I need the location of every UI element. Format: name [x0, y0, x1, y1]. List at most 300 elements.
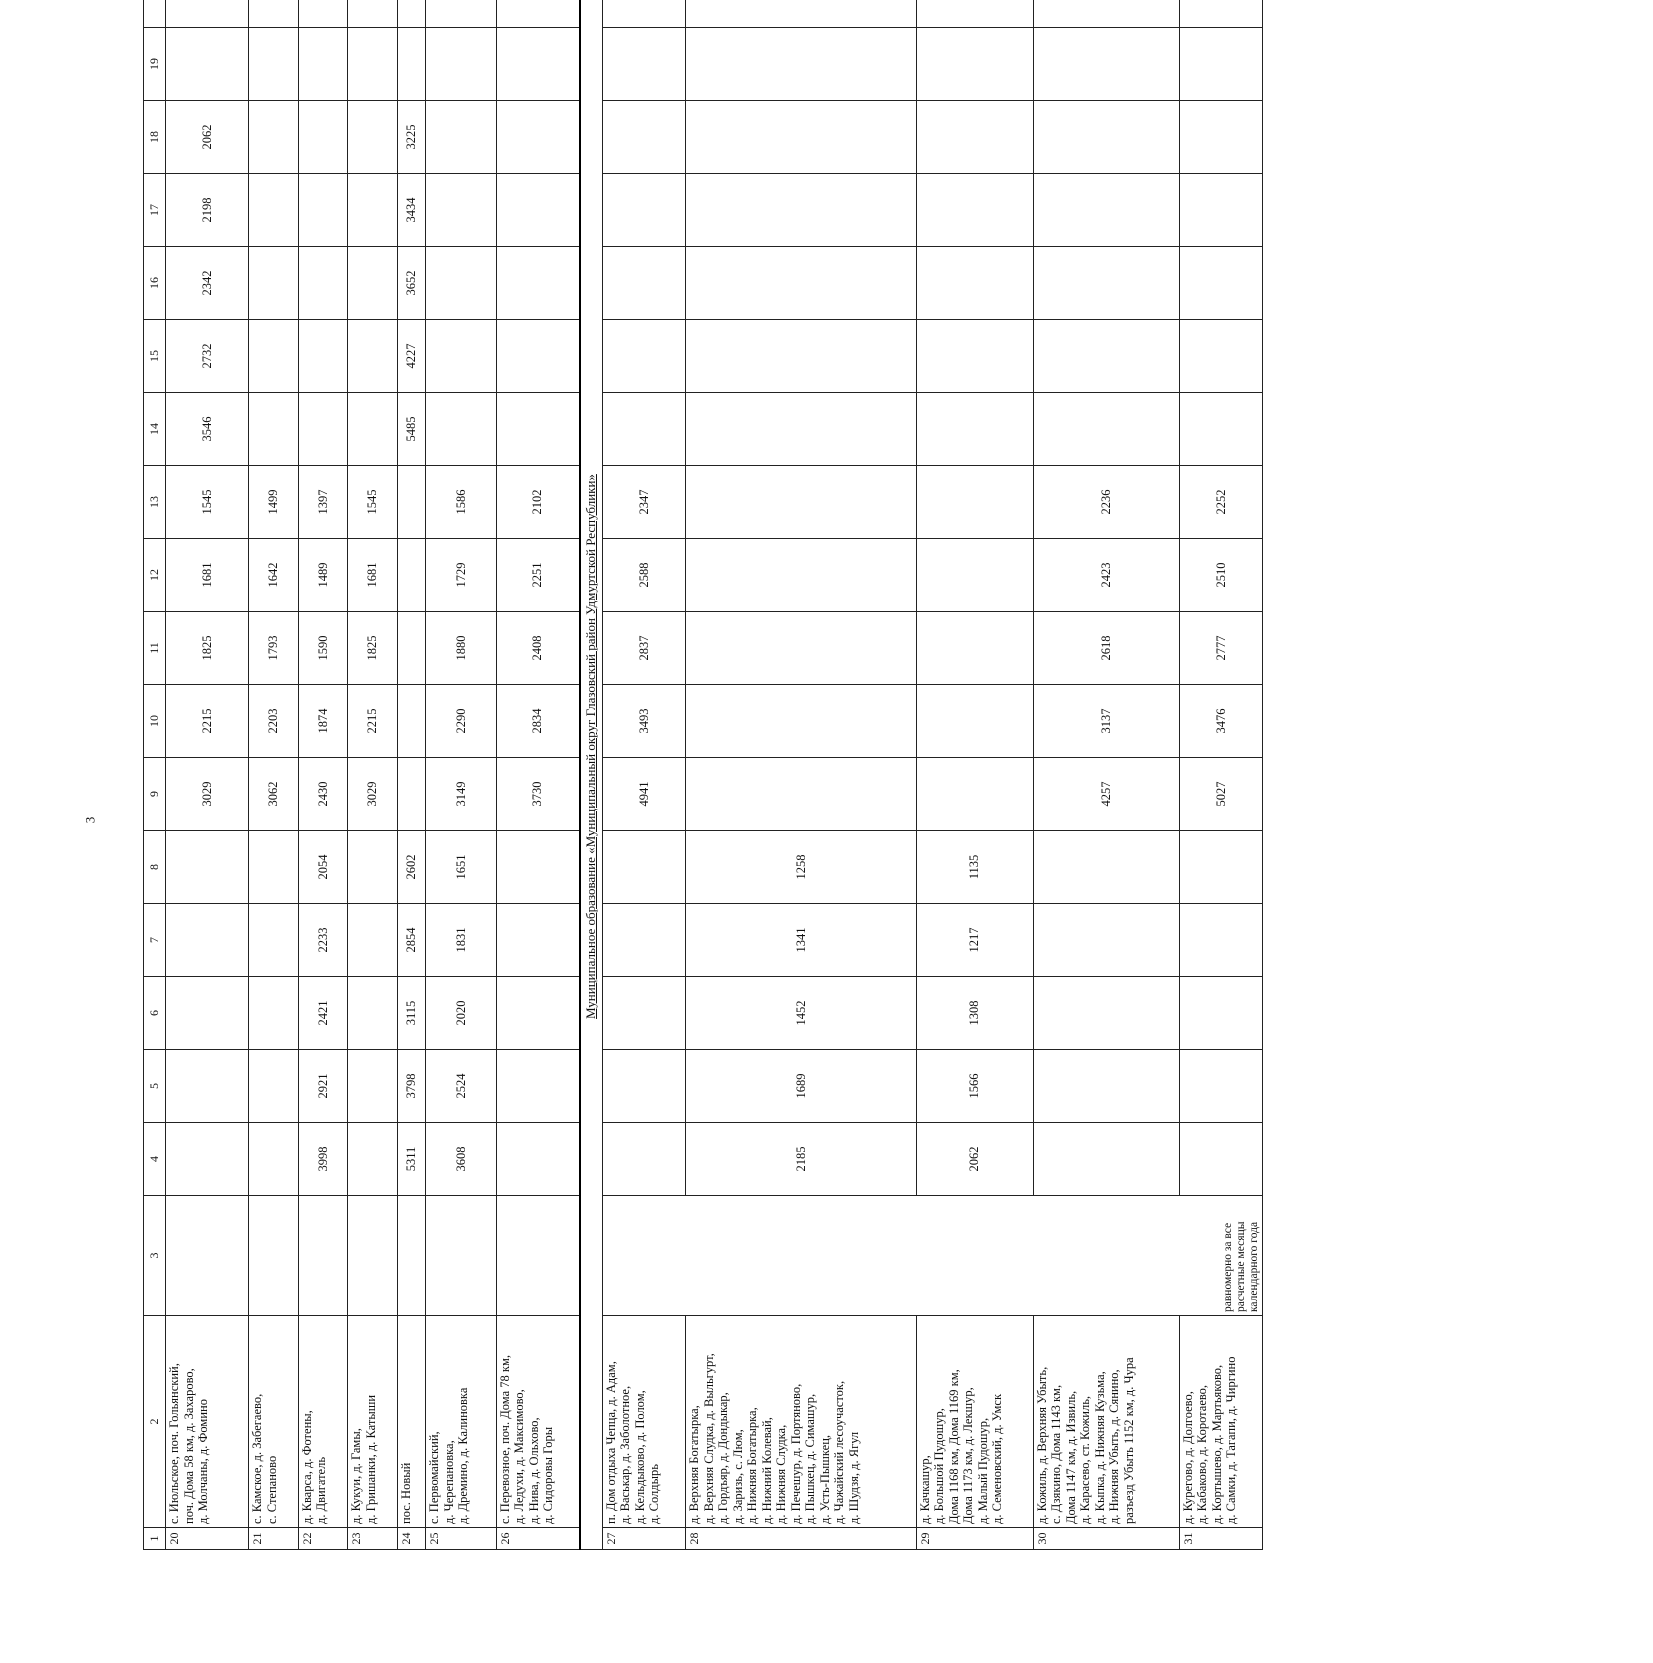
settlement-names-cell — [298, 1316, 347, 1528]
settlement-name: д. Шудзя, д. Ягул — [846, 1431, 861, 1524]
table-row — [1033, 0, 1179, 1550]
tariff-value: 2837 — [602, 612, 685, 685]
tariff-value — [496, 1123, 579, 1196]
tariff-value — [602, 28, 685, 101]
tariff-value — [348, 28, 397, 101]
settlement-name: д. Черепановка, — [441, 1440, 456, 1524]
settlement-name: д. Самки, д. Тагапи, д. Чиргино — [1224, 1356, 1239, 1524]
tariff-value: 5027 — [1179, 758, 1262, 831]
tariff-value: 1793 — [249, 612, 298, 685]
settlement-name: д. Гришанки, д. Катыши — [363, 1394, 378, 1524]
settlement-name: с. Первомайский, — [427, 1431, 442, 1524]
settlement-name: д. Нижняя Слудка, — [774, 1424, 789, 1524]
settlement-names-cell — [496, 1316, 579, 1528]
table-row — [496, 0, 579, 1550]
settlement-name: д. Карасево, ст. Кожиль, — [1078, 1395, 1093, 1524]
column-number-12: 12 — [144, 539, 166, 612]
settlement-name: д. Солдырь — [647, 1464, 662, 1524]
payment-period-cell — [496, 1196, 579, 1316]
municipality-row — [580, 0, 603, 1550]
tariff-value — [397, 0, 426, 28]
tariff-value — [249, 904, 298, 977]
settlement-name: д. Сидоровы Горы — [541, 1426, 556, 1524]
tariff-value — [348, 1050, 397, 1123]
page-number: 3 — [82, 816, 98, 824]
tariff-value: 2524 — [426, 1050, 496, 1123]
tariff-value — [298, 393, 347, 466]
column-number-6: 6 — [144, 977, 166, 1050]
tariff-value — [1033, 174, 1179, 247]
tariff-value: 1831 — [426, 904, 496, 977]
tariff-value — [298, 101, 347, 174]
column-number-2: 2 — [144, 1316, 166, 1528]
column-number-17: 17 — [144, 174, 166, 247]
payment-period-note: равномерно за все расчетные месяцы календарного года — [602, 1196, 1262, 1316]
tariff-value: 5485 — [397, 393, 426, 466]
tariff-value: 1258 — [686, 831, 916, 904]
municipality-title: Муниципальное образование «Муниципальный округ Глазовский район Удмуртской Республики» — [580, 0, 603, 1550]
tariff-value: 3998 — [298, 1123, 347, 1196]
tariff-value: 1545 — [166, 466, 249, 539]
tariff-value: 3434 — [397, 174, 426, 247]
tariff-value — [298, 320, 347, 393]
settlement-name: д. Малый Пудошур, — [975, 1417, 990, 1524]
tariff-value — [916, 247, 1033, 320]
table-row — [602, 0, 685, 1550]
settlement-names-cell — [348, 1316, 397, 1528]
tariff-value — [426, 101, 496, 174]
tariff-value: 2921 — [298, 1050, 347, 1123]
settlement-name: д. Заризь, с. Люм, — [730, 1429, 745, 1524]
tariff-value: 2423 — [1033, 539, 1179, 612]
tariff-value — [348, 174, 397, 247]
tariff-value — [686, 758, 916, 831]
settlement-name: д. Печешур, д. Портяново, — [788, 1383, 803, 1524]
tariff-value — [602, 904, 685, 977]
tariff-value — [496, 174, 579, 247]
tariff-value — [1179, 904, 1262, 977]
tariff-value: 2732 — [166, 320, 249, 393]
column-number-5: 5 — [144, 1050, 166, 1123]
tariff-value: 1590 — [298, 612, 347, 685]
tariff-value: 2602 — [397, 831, 426, 904]
tariff-value — [496, 320, 579, 393]
tariff-value — [298, 28, 347, 101]
tariff-value — [602, 320, 685, 393]
tariff-value — [166, 1050, 249, 1123]
tariff-value — [348, 101, 397, 174]
row-number: 21 — [249, 1528, 298, 1550]
column-number-10: 10 — [144, 685, 166, 758]
settlement-names-cell — [916, 1316, 1033, 1528]
tariff-value: 2347 — [602, 466, 685, 539]
settlement-name: с. Камское, д. Забегаево, — [250, 1393, 265, 1524]
tariff-value — [916, 466, 1033, 539]
rotated-page-area — [143, 40, 1653, 1545]
settlement-name: д. Верхняя Слудка, д. Выльгурт, — [701, 1353, 716, 1524]
settlement-name: с. Перевозное, поч. Дома 78 км, — [497, 1355, 512, 1524]
tariff-value: 1642 — [249, 539, 298, 612]
column-number-14: 14 — [144, 393, 166, 466]
tariff-value — [249, 393, 298, 466]
tariff-value: 2233 — [298, 904, 347, 977]
settlement-name: д. Усть-Пышкец, — [817, 1434, 832, 1524]
tariff-value — [298, 0, 347, 28]
tariff-value: 1545 — [348, 466, 397, 539]
tariff-value: 2588 — [602, 539, 685, 612]
tariff-value: 4227 — [397, 320, 426, 393]
column-number-20 — [144, 0, 166, 28]
settlement-name: д. Ледухи, д. Максимово, — [512, 1389, 527, 1524]
tariff-value: 2618 — [1033, 612, 1179, 685]
tariff-value — [1033, 831, 1179, 904]
tariff-value — [1179, 320, 1262, 393]
tariff-value — [249, 101, 298, 174]
tariff-value — [1179, 1123, 1262, 1196]
tariff-value — [916, 393, 1033, 466]
settlement-name: с. Степаново — [264, 1455, 279, 1524]
tariff-value — [602, 977, 685, 1050]
settlement-names-cell — [166, 1316, 249, 1528]
tariff-value: 1566 — [916, 1050, 1033, 1123]
table-row — [249, 0, 298, 1550]
tariff-value — [686, 0, 916, 28]
tariff-value — [249, 977, 298, 1050]
tariff-value: 3652 — [397, 247, 426, 320]
tariff-value — [249, 174, 298, 247]
tariff-value — [602, 247, 685, 320]
tariff-value — [602, 1050, 685, 1123]
row-number: 20 — [166, 1528, 249, 1550]
settlement-name: д. Курегово, д. Долгоево, — [1180, 1391, 1195, 1524]
settlement-name: д. Дремино, д. Калиновка — [456, 1387, 471, 1524]
tariff-value — [397, 466, 426, 539]
tariff-value: 3798 — [397, 1050, 426, 1123]
settlement-name: пос. Новый — [398, 1462, 413, 1524]
tariff-value — [348, 0, 397, 28]
tariff-value — [1179, 977, 1262, 1050]
settlement-name: д. Верхняя Богатырка, — [687, 1405, 702, 1524]
tariff-value — [496, 247, 579, 320]
tariff-value: 2342 — [166, 247, 249, 320]
settlement-name: д. Качкашур, — [917, 1455, 932, 1524]
settlement-name: с. Июльское, поч. Гольянский, — [167, 1363, 182, 1524]
tariff-value: 3608 — [426, 1123, 496, 1196]
settlement-name: разъезд Убыть 1152 км, д. Чура — [1121, 1357, 1136, 1524]
tariff-value — [686, 539, 916, 612]
tariff-value — [166, 0, 249, 28]
payment-period-cell — [298, 1196, 347, 1316]
tariff-value: 2054 — [298, 831, 347, 904]
settlement-name: д. Кварса, д. Фотены, — [299, 1410, 314, 1524]
column-number-19: 19 — [144, 28, 166, 101]
column-number-15: 15 — [144, 320, 166, 393]
tariff-value — [397, 612, 426, 685]
tariff-value: 1880 — [426, 612, 496, 685]
tariff-value: 4257 — [1033, 758, 1179, 831]
tariff-value: 2215 — [348, 685, 397, 758]
tariff-value — [426, 28, 496, 101]
tariff-value: 2236 — [1033, 466, 1179, 539]
tariff-value — [686, 685, 916, 758]
tariff-value — [426, 320, 496, 393]
tariff-value — [426, 247, 496, 320]
settlement-name: п. Дом отдыха Чепца, д. Адам, — [603, 1361, 618, 1524]
tariff-value — [397, 28, 426, 101]
tariff-value — [1179, 174, 1262, 247]
settlement-name: д. Нижняя Богатырка, — [745, 1407, 760, 1524]
settlement-name: с. Дзякино, Дома 1143 км, — [1049, 1384, 1064, 1524]
tariff-value — [249, 1050, 298, 1123]
tariff-value — [916, 758, 1033, 831]
settlement-name: д. Кортышево, д. Мартьяково, — [1209, 1364, 1224, 1524]
tariff-value: 3029 — [348, 758, 397, 831]
tariff-value — [916, 174, 1033, 247]
tariff-value — [916, 0, 1033, 28]
tariff-value — [1033, 977, 1179, 1050]
tariff-value — [602, 174, 685, 247]
tariff-value — [348, 904, 397, 977]
tariff-value — [686, 466, 916, 539]
tariff-value — [1179, 1050, 1262, 1123]
column-number-18: 18 — [144, 101, 166, 174]
tariff-value — [1179, 247, 1262, 320]
table-row — [298, 0, 347, 1550]
tariff-value — [1033, 101, 1179, 174]
tariff-value — [686, 612, 916, 685]
tariff-value: 1681 — [166, 539, 249, 612]
tariff-value: 2198 — [166, 174, 249, 247]
tariff-value: 1499 — [249, 466, 298, 539]
tariff-value: 2102 — [496, 466, 579, 539]
tariff-value: 2185 — [686, 1123, 916, 1196]
tariff-value: 1452 — [686, 977, 916, 1050]
tariff-value — [348, 320, 397, 393]
settlement-name: д. Васькар, д. Заболотное, — [618, 1385, 633, 1524]
tariff-value: 1217 — [916, 904, 1033, 977]
tariff-value — [298, 247, 347, 320]
payment-period-cell — [348, 1196, 397, 1316]
row-number: 31 — [1179, 1528, 1262, 1550]
column-number-8: 8 — [144, 831, 166, 904]
row-number: 24 — [397, 1528, 426, 1550]
settlement-name: д. Нива, д. Ольхово, — [526, 1417, 541, 1524]
tariff-value — [602, 1123, 685, 1196]
table-row — [686, 0, 916, 1550]
tariff-value: 1689 — [686, 1050, 916, 1123]
tariff-value: 4941 — [602, 758, 685, 831]
tariff-value — [348, 393, 397, 466]
tariff-value: 3493 — [602, 685, 685, 758]
tariff-value — [916, 320, 1033, 393]
settlement-name: д. Кожиль, д. Верхняя Убыть, — [1034, 1366, 1049, 1524]
tariff-value — [916, 612, 1033, 685]
tariff-value: 2510 — [1179, 539, 1262, 612]
tariff-value: 2290 — [426, 685, 496, 758]
settlement-name: д. Кукуи, д. Гамы, — [349, 1428, 364, 1524]
settlement-name: Дома 1173 км, д. Лекшур, — [961, 1387, 976, 1524]
tariff-value: 1681 — [348, 539, 397, 612]
column-number-13: 13 — [144, 466, 166, 539]
settlement-names-cell — [397, 1316, 426, 1528]
tariff-value — [1179, 28, 1262, 101]
settlement-names-cell — [426, 1316, 496, 1528]
column-number-16: 16 — [144, 247, 166, 320]
tariff-value — [686, 320, 916, 393]
tariff-value — [298, 174, 347, 247]
tariff-value — [496, 977, 579, 1050]
table-body — [144, 0, 1263, 1550]
tariff-value — [686, 174, 916, 247]
tariff-value — [496, 28, 579, 101]
tariff-value — [348, 977, 397, 1050]
tariff-value: 2854 — [397, 904, 426, 977]
tariff-value — [1179, 831, 1262, 904]
tariff-value: 3062 — [249, 758, 298, 831]
tariff-value — [496, 904, 579, 977]
row-number: 29 — [916, 1528, 1033, 1550]
tariff-value — [1033, 28, 1179, 101]
settlement-name: Дома 1168 км, Дома 1169 км, — [946, 1369, 961, 1524]
tariff-value — [1033, 247, 1179, 320]
settlement-names-cell — [249, 1316, 298, 1528]
tariff-value — [686, 393, 916, 466]
row-number: 22 — [298, 1528, 347, 1550]
tariff-value — [166, 904, 249, 977]
tariff-value: 2408 — [496, 612, 579, 685]
tariff-value: 1586 — [426, 466, 496, 539]
tariff-value — [249, 1123, 298, 1196]
tariff-value: 1135 — [916, 831, 1033, 904]
tariff-value — [1033, 904, 1179, 977]
tariff-value — [1033, 320, 1179, 393]
tariff-value: 1489 — [298, 539, 347, 612]
tariff-table — [143, 0, 1263, 1550]
settlement-names-cell — [602, 1316, 685, 1528]
column-number-3: 3 — [144, 1196, 166, 1316]
tariff-value — [916, 101, 1033, 174]
settlement-name: д. Кыпка, д. Нижняя Кузьма, — [1092, 1371, 1107, 1524]
tariff-value: 2252 — [1179, 466, 1262, 539]
tariff-value — [602, 101, 685, 174]
tariff-value — [348, 831, 397, 904]
tariff-value — [166, 831, 249, 904]
tariff-value: 1825 — [348, 612, 397, 685]
payment-period-cell — [426, 1196, 496, 1316]
tariff-value: 2777 — [1179, 612, 1262, 685]
tariff-value — [166, 1123, 249, 1196]
table-row — [916, 0, 1033, 1550]
tariff-value: 2020 — [426, 977, 496, 1050]
tariff-value — [602, 393, 685, 466]
tariff-value — [348, 1123, 397, 1196]
tariff-value: 1825 — [166, 612, 249, 685]
tariff-value — [1033, 1050, 1179, 1123]
tariff-value: 5311 — [397, 1123, 426, 1196]
tariff-value: 1874 — [298, 685, 347, 758]
table-row — [426, 0, 496, 1550]
column-number-9: 9 — [144, 758, 166, 831]
tariff-value — [397, 758, 426, 831]
tariff-value — [397, 685, 426, 758]
tariff-value: 3730 — [496, 758, 579, 831]
row-number: 28 — [686, 1528, 916, 1550]
settlement-name: д. Гордъяр, д. Дондыкар, — [716, 1392, 731, 1524]
settlement-name: д. Кабаково, д. Коротаево, — [1195, 1384, 1210, 1524]
tariff-value — [1033, 1123, 1179, 1196]
row-number: 23 — [348, 1528, 397, 1550]
table-row — [166, 0, 249, 1550]
tariff-value — [348, 247, 397, 320]
settlement-name: д. Чажайский лесоучасток, — [832, 1380, 847, 1524]
tariff-value — [602, 831, 685, 904]
tariff-value: 2215 — [166, 685, 249, 758]
tariff-value — [496, 101, 579, 174]
tariff-table-container — [143, 40, 1263, 1550]
tariff-value — [166, 28, 249, 101]
payment-period-cell — [249, 1196, 298, 1316]
tariff-value — [496, 1050, 579, 1123]
tariff-value: 3137 — [1033, 685, 1179, 758]
row-number: 26 — [496, 1528, 579, 1550]
settlement-name: Дома 1147 км, д. Извиль, — [1063, 1390, 1078, 1524]
table-row — [1179, 0, 1262, 1550]
payment-period-cell — [166, 1196, 249, 1316]
settlement-name: д. Нижняя Убыть, д. Сянино, — [1107, 1369, 1122, 1524]
tariff-value: 3149 — [426, 758, 496, 831]
tariff-value — [426, 174, 496, 247]
payment-period-cell — [397, 1196, 426, 1316]
tariff-value — [249, 0, 298, 28]
table-row — [348, 0, 397, 1550]
settlement-names-cell — [1033, 1316, 1179, 1528]
row-number: 25 — [426, 1528, 496, 1550]
tariff-value — [686, 28, 916, 101]
tariff-value — [426, 393, 496, 466]
tariff-value — [686, 247, 916, 320]
tariff-value: 3225 — [397, 101, 426, 174]
tariff-value — [686, 101, 916, 174]
settlement-names-cell — [686, 1316, 916, 1528]
tariff-value — [249, 28, 298, 101]
tariff-value: 1397 — [298, 466, 347, 539]
settlement-name: д. Семеновский, д. Умск — [990, 1393, 1005, 1524]
column-number-4: 4 — [144, 1123, 166, 1196]
tariff-value — [426, 0, 496, 28]
tariff-value: 2203 — [249, 685, 298, 758]
row-number: 27 — [602, 1528, 685, 1550]
tariff-value: 2062 — [916, 1123, 1033, 1196]
tariff-value: 1651 — [426, 831, 496, 904]
settlement-name: д. Большой Пудошур, — [932, 1408, 947, 1524]
tariff-value — [602, 0, 685, 28]
tariff-value: 2062 — [166, 101, 249, 174]
tariff-value: 2251 — [496, 539, 579, 612]
tariff-value — [1033, 393, 1179, 466]
tariff-value — [1033, 0, 1179, 28]
tariff-value: 1341 — [686, 904, 916, 977]
table-row — [397, 0, 426, 1550]
tariff-value: 3546 — [166, 393, 249, 466]
tariff-value — [496, 0, 579, 28]
settlement-name: д. Кельдыково, д. Полом, — [632, 1390, 647, 1524]
tariff-value: 1308 — [916, 977, 1033, 1050]
tariff-value — [916, 685, 1033, 758]
tariff-value — [249, 831, 298, 904]
row-number: 30 — [1033, 1528, 1179, 1550]
tariff-value — [166, 977, 249, 1050]
tariff-value — [916, 28, 1033, 101]
